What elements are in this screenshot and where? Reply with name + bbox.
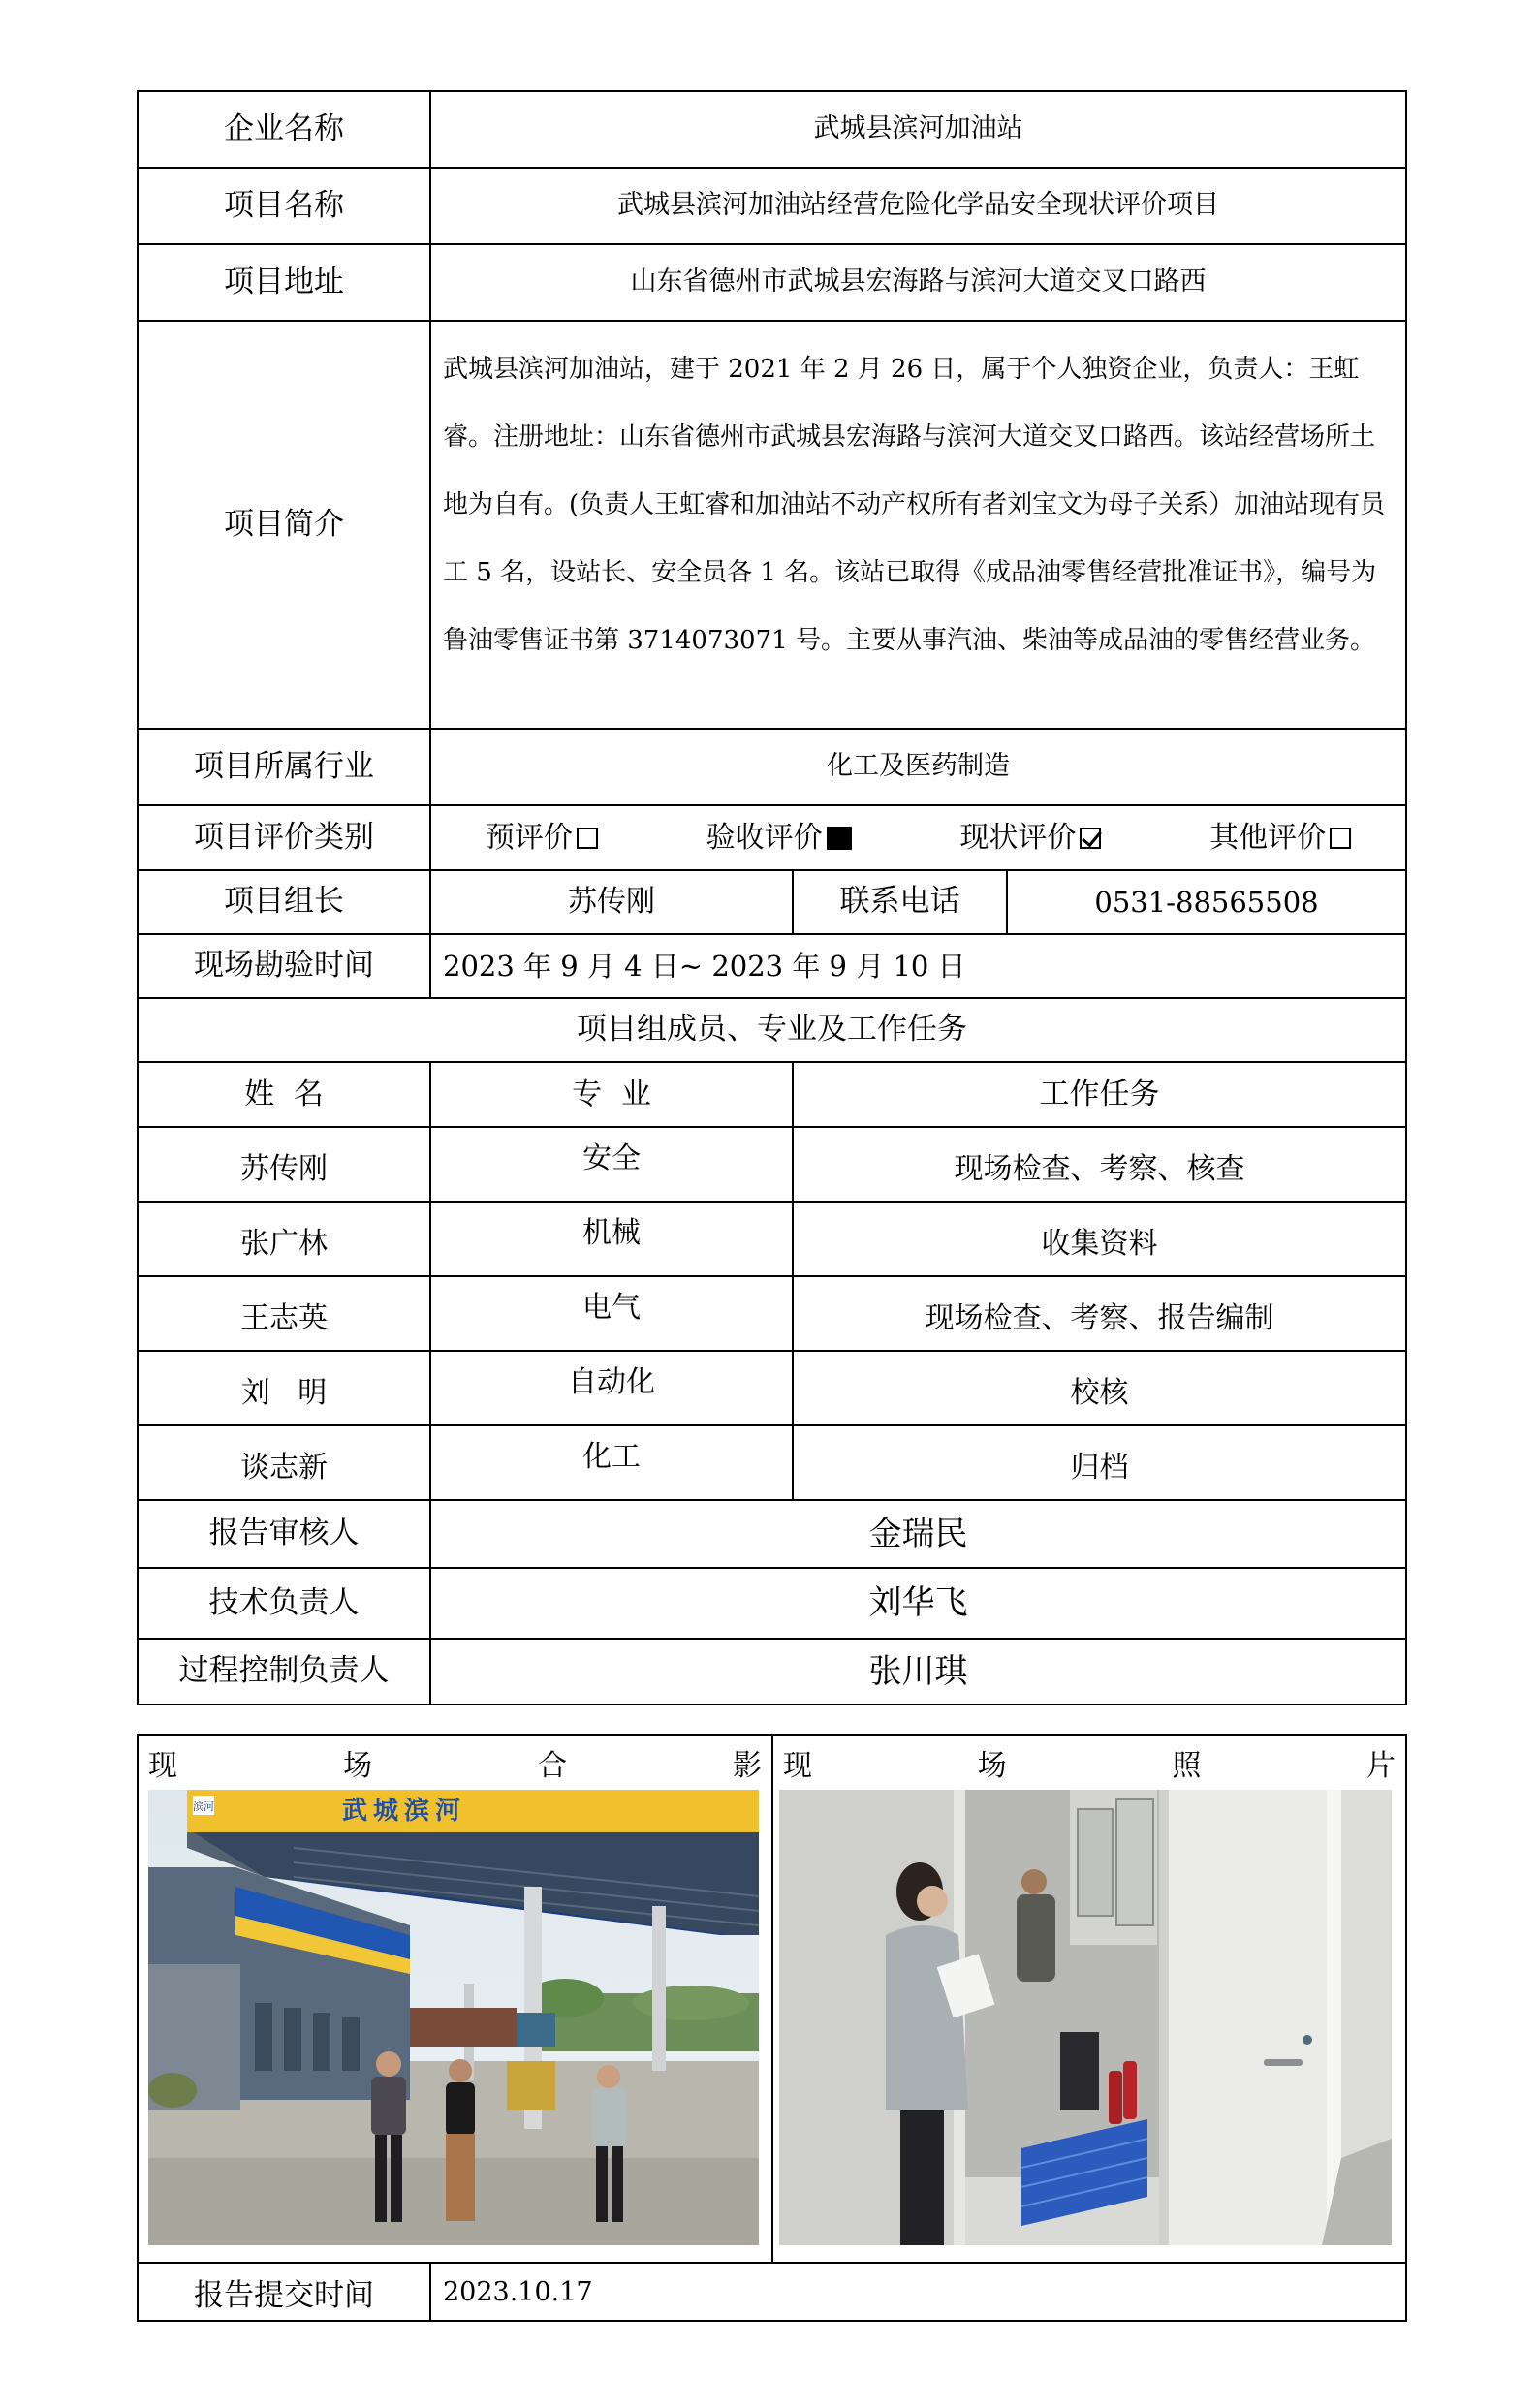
member-name: 谈志新 xyxy=(138,1425,430,1500)
category-pre-label: 预评价 xyxy=(485,820,573,855)
project-value: 武城县滨河加油站经营危险化学品安全现状评价项目 xyxy=(430,168,1406,244)
member-major: 电气 xyxy=(430,1276,793,1351)
category-acceptance-label: 验收评价 xyxy=(706,820,823,855)
member-task: 收集资料 xyxy=(793,1202,1406,1276)
leader-value: 苏传刚 xyxy=(430,870,793,934)
tech-value: 刘华飞 xyxy=(430,1568,1406,1639)
member-task: 现场检查、考察、核查 xyxy=(793,1127,1406,1202)
site-photo-cell xyxy=(772,1735,1406,2263)
project-label: 项目名称 xyxy=(138,168,430,244)
person-2 xyxy=(446,2059,475,2221)
table-row xyxy=(138,1351,1406,1425)
category-current[interactable] xyxy=(959,821,1101,856)
site-photo-caption: 现 场 照 片 xyxy=(783,1749,1396,1783)
category-options xyxy=(430,805,1406,870)
canopy-small-logo: 滨河 xyxy=(193,1800,214,1813)
address-label: 项目地址 xyxy=(138,244,430,321)
phone-value: 0531-88565508 xyxy=(1007,870,1406,934)
leader-label: 项目组长 xyxy=(138,870,430,934)
industry-label: 项目所属行业 xyxy=(138,729,430,805)
submit-value: 2023.10.17 xyxy=(430,2263,1406,2321)
group-photo xyxy=(148,1790,759,2245)
process-value: 张川琪 xyxy=(430,1639,1406,1704)
company-value: 武城县滨河加油站 xyxy=(430,91,1406,168)
member-major: 自动化 xyxy=(430,1351,793,1425)
filled-box-icon xyxy=(827,827,852,850)
unchecked-box-icon xyxy=(1330,828,1351,849)
category-other-label: 其他评价 xyxy=(1209,820,1327,855)
category-current-label: 现状评价 xyxy=(959,820,1077,855)
reviewer-label: 报告审核人 xyxy=(138,1500,430,1568)
member-task: 现场检查、考察、报告编制 xyxy=(793,1276,1406,1351)
intro-value: 武城县滨河加油站，建于 2021 年 2 月 26 日，属于个人独资企业，负责人：王虹睿。注册地址：山东省德州市武城县宏海路与滨河大道交叉口路西。该站经营场所土地为自有。(负责人王虹睿和加油站不动产权所有者刘宝文为母子关系）加油站现有员工 5 名，设站长、安全员各 1 名。该站已取得《成品油零售经营批准证书》，编号为鲁油零售证书第 3714073071 号。主要从事汽油、柴油等成品油的零售经营业务。 xyxy=(430,321,1406,729)
survey-label: 现场勘验时间 xyxy=(138,934,430,998)
table-row xyxy=(138,1202,1406,1276)
member-name: 王志英 xyxy=(138,1276,430,1351)
member-major: 化工 xyxy=(430,1425,793,1500)
reviewer-value: 金瑞民 xyxy=(430,1500,1406,1568)
category-label: 项目评价类别 xyxy=(138,805,430,870)
member-major: 机械 xyxy=(430,1202,793,1276)
table-row xyxy=(138,1425,1406,1500)
survey-value: 2023 年 9 月 4 日~ 2023 年 9 月 10 日 xyxy=(430,934,1406,998)
canopy-sign-text: 武城滨河 xyxy=(342,1797,467,1826)
member-name: 张广林 xyxy=(138,1202,430,1276)
phone-label: 联系电话 xyxy=(793,870,1007,934)
company-label: 企业名称 xyxy=(138,91,430,168)
member-name: 刘 明 xyxy=(138,1351,430,1425)
photo-table xyxy=(137,1734,1407,2322)
table-row xyxy=(138,1127,1406,1202)
category-pre[interactable] xyxy=(486,821,598,856)
members-header-major: 专 业 xyxy=(430,1062,793,1127)
member-major: 安全 xyxy=(430,1127,793,1202)
member-name: 苏传刚 xyxy=(138,1127,430,1202)
unchecked-box-icon xyxy=(577,828,598,849)
member-task: 归档 xyxy=(793,1425,1406,1500)
category-other[interactable] xyxy=(1209,821,1351,856)
members-header-task: 工作任务 xyxy=(793,1062,1406,1127)
tech-label: 技术负责人 xyxy=(138,1568,430,1639)
checked-box-icon xyxy=(1080,828,1101,849)
table-row xyxy=(138,1276,1406,1351)
industry-value: 化工及医药制造 xyxy=(430,729,1406,805)
submit-label: 报告提交时间 xyxy=(138,2263,430,2321)
group-photo-cell xyxy=(138,1735,772,2263)
process-label: 过程控制负责人 xyxy=(138,1639,430,1704)
category-acceptance[interactable] xyxy=(706,821,852,856)
members-title: 项目组成员、专业及工作任务 xyxy=(138,998,1406,1062)
info-table xyxy=(137,90,1407,1705)
members-header-name: 姓 名 xyxy=(138,1062,430,1127)
group-photo-caption: 现 场 合 影 xyxy=(148,1749,762,1783)
site-photo xyxy=(779,1790,1392,2245)
intro-label: 项目简介 xyxy=(138,321,430,729)
address-value: 山东省德州市武城县宏海路与滨河大道交叉口路西 xyxy=(430,244,1406,321)
member-task: 校核 xyxy=(793,1351,1406,1425)
